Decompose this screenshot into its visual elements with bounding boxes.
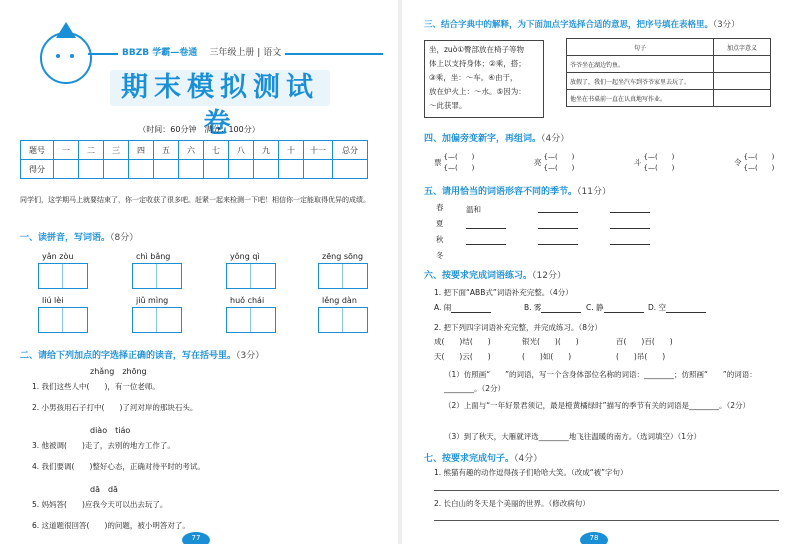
sentence-task-1: 1. 熊猫有趣的动作逗得孩子们哈哈大笑。（改成“被”字句） [434,468,628,477]
question-line: 6. 这道题很回答( )的问题，被小明答对了。 [32,521,190,530]
score-header-cell: 四 [129,141,154,160]
score-cell[interactable] [279,160,304,179]
score-header-cell: 五 [154,141,179,160]
abb-option[interactable]: C. 静 [586,302,644,313]
writing-grid[interactable] [38,263,88,289]
q2-part-b: （2）上面与“一年好景君须记，最是橙黄橘绿时”描写的季节有关的词语是________。（2分） [444,401,751,410]
season-blank[interactable] [610,220,650,229]
score-cell[interactable] [229,160,254,179]
idiom-blank[interactable]: ( )吊( ) [616,352,666,361]
dictionary-line: ③乘，坐：～车。④由于， [429,73,518,82]
wizard-hat-icon [56,22,76,38]
dictionary-line: 放在炉火上：～水。⑤因为： [429,87,526,96]
season-blank[interactable] [610,204,650,213]
score-header-cell: 九 [254,141,279,160]
section-1-title: 一、读拼音，写词语。（8分） [20,233,139,243]
table-row: 爷爷坐在湖边钓鱼。 [567,56,714,73]
score-cell[interactable] [79,160,104,179]
score-header-cell: 十 [279,141,304,160]
radical-item[interactable]: 斗{—( ) {—( ) [634,153,675,172]
score-header-label: 题号 [21,141,54,160]
section-5-title: 五、请用恰当的词语形容不同的季节。（11分） [424,187,611,197]
score-row-label: 得分 [21,160,54,179]
score-header-cell: 七 [204,141,229,160]
abb-option[interactable]: D. 空 [648,302,706,313]
season-example: 温和 [466,205,481,214]
base-char: 亮 [534,158,542,167]
question-line: 5. 妈妈答( )应我今天可以出去玩了。 [32,500,168,509]
time-info: （时间：60分钟 满分：100分） [138,125,260,134]
radical-item[interactable]: 亮{—( ) {—( ) [534,153,575,172]
question-line: 1. 我们这些人中( )，有一位老师。 [32,382,160,391]
page-title: 期末模拟测试卷 [110,70,330,106]
pinyin-label: zēng sōng [322,252,364,261]
sentence-task-2: 2. 长白山的冬天是个美丽的世界。（修改病句） [434,499,590,508]
writing-grid[interactable] [132,307,182,333]
section-6-title: 六、按要求完成词语练习。（12分） [424,271,566,281]
pinyin-label: huǒ chái [230,296,265,305]
question-line: 4. 我们要调( )整好心态，正确对待平时的考试。 [32,462,205,471]
intro-text: 同学们，这学期马上就要结束了，你一定收获了很多吧。赶紧一起来检测一下吧！相信你一定能取得优异的成绩。 [20,196,370,204]
writing-grid[interactable] [132,263,182,289]
pinyin-options: dā dā [90,485,118,494]
base-char: 票 [434,158,442,167]
q2-part-a: （1）仿照画“ ”的词语，写一个含身体部位名称的词语：________；仿照画“ ”的词语：________。（2分） [444,370,757,393]
idiom-blank[interactable]: 百( )百( ) [616,337,673,346]
score-table [20,140,368,179]
question-line: 3. 他被调( )走了，去别的地方工作了。 [32,441,175,450]
radical-item[interactable]: 令{—( ) {—( ) [734,153,775,172]
dictionary-box [424,40,544,118]
pinyin-label: jiǔ mìng [136,296,169,305]
score-cell[interactable] [333,160,368,179]
score-header-cell: 三 [104,141,129,160]
pinyin-label: yǒng qì [230,252,260,261]
season-label: 夏 [436,219,444,228]
table-header-sentence: 句子 [567,39,714,56]
subject-text: 语文 [263,48,282,58]
season-blank[interactable] [466,236,506,245]
radical-item[interactable]: 票{—( ) {—( ) [434,153,475,172]
answer-line[interactable] [434,490,779,491]
score-cell[interactable] [179,160,204,179]
score-cell[interactable] [104,160,129,179]
pinyin-label: lěng dàn [322,296,357,305]
banner: BBZB 学霸—卷通 三年级上册 | 语文 [118,45,285,58]
score-header-cell: 一 [54,141,79,160]
pinyin-options: zhǎng zhōng [90,367,147,376]
question-line: 2. 小男孩用石子打中( )了河对岸的那块石头。 [32,403,198,412]
score-cell[interactable] [154,160,179,179]
abb-option[interactable]: A. 闹 [434,302,491,313]
mascot-logo [40,32,92,84]
season-label: 春 [436,203,444,212]
page-number: 77 [182,532,210,544]
q1-instruction: 1. 把下面“ABB式”词语补充完整。（4分） [434,288,573,297]
season-blank[interactable] [466,220,506,229]
writing-grid[interactable] [318,263,368,289]
season-blank[interactable] [538,204,578,213]
base-char: 斗 [634,158,642,167]
pinyin-options: diào tiáo [90,426,131,435]
q2-instruction: 2. 把下列四字词语补充完整，并完成练习。（8分） [434,323,603,332]
season-blank[interactable] [538,236,578,245]
score-header-cell: 总分 [333,141,368,160]
score-cell[interactable] [304,160,333,179]
base-char: 令 [734,158,742,167]
score-header-cell: 六 [179,141,204,160]
pinyin-label: yǎn zòu [42,252,74,261]
brand-text: BBZB 学霸—卷通 [122,48,198,58]
idiom-blank[interactable]: 天( )云( ) [434,352,491,361]
table-row: 他坐在书桌前一直在认真地写作业。 [567,90,714,107]
dictionary-line: ～此获罪。 [429,101,467,110]
season-blank[interactable] [610,236,650,245]
season-blank[interactable] [538,220,578,229]
score-cell[interactable] [129,160,154,179]
idiom-blank[interactable]: ( )如( ) [522,352,572,361]
idiom-blank[interactable]: 成( )结( ) [434,337,491,346]
score-header-cell: 十一 [304,141,333,160]
score-header-cell: 二 [79,141,104,160]
answer-table [566,38,771,107]
q2-part-c: （3）到了秋天，大雁就评选________地飞往温暖的南方。（选词填空）（1分） [444,432,702,441]
score-header-cell: 八 [229,141,254,160]
writing-grid[interactable] [226,307,276,333]
table-header-meaning: 加点字意义 [714,39,771,56]
grade-text: 三年级上册 [209,48,255,58]
dictionary-line: 坐，zuò①臀部放在椅子等物 [429,45,525,54]
idiom-blank[interactable]: 银光( )( ) [522,337,579,346]
page-number: 78 [580,532,608,544]
season-label: 冬 [436,251,444,260]
section-2-title: 二、请给下列加点的字选择正确的读音，写在括号里。（3分） [20,351,265,361]
score-cell[interactable] [54,160,79,179]
pinyin-label: chì bǎng [136,252,171,261]
abb-option[interactable]: B. 雾 [524,302,581,313]
table-row: 放假了，我们一起坐汽车到爷爷家里去玩了。 [567,73,714,90]
answer-line[interactable] [434,520,779,521]
writing-grid[interactable] [318,307,368,333]
season-label: 秋 [436,235,444,244]
score-cell[interactable] [254,160,279,179]
writing-grid[interactable] [226,263,276,289]
section-7-title: 七、按要求完成句子。（4分） [424,454,543,464]
writing-grid[interactable] [38,307,88,333]
dictionary-line: 体上以支持身体；②乘，搭； [429,59,526,68]
score-cell[interactable] [204,160,229,179]
section-3-title: 三、结合字典中的解释，为下面加点字选择合适的意思，把序号填在表格里。（3分） [424,20,740,30]
pinyin-label: liú lèi [42,296,64,305]
right-page [402,0,800,544]
left-page [0,0,398,544]
section-4-title: 四、加偏旁变新字，再组词。（4分） [424,134,570,144]
